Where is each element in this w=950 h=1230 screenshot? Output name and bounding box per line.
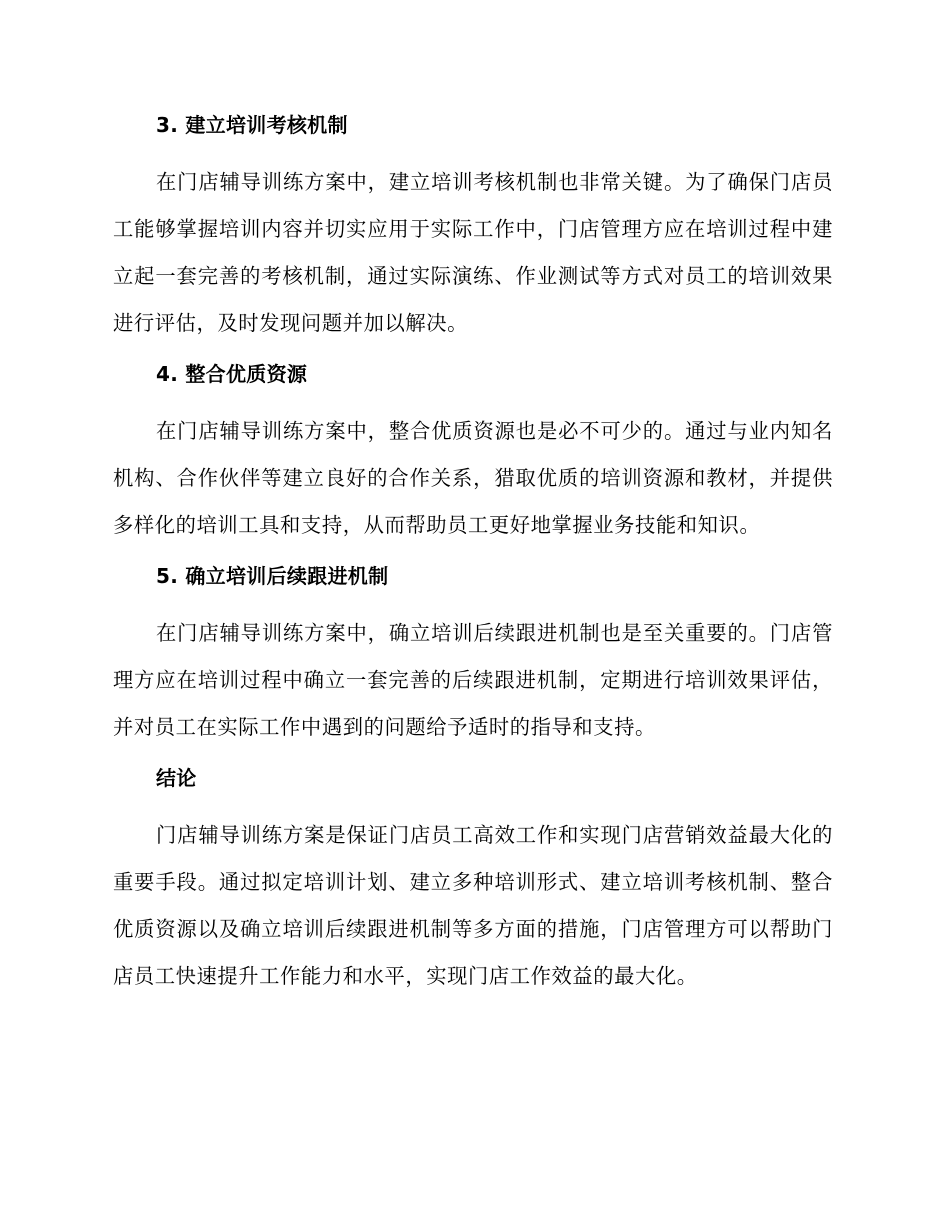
section-body-conclusion: 门店辅导训练方案是保证门店员工高效工作和实现门店营销效益最大化的重要手段。通过拟定培训计划、建立多种培训形式、建立培训考核机制、整合优质资源以及确立培训后续跟进机制等多方面的措施，门店管理方可以帮助门店员工快速提升工作能力和水平，实现门店工作效益的最大化。 xyxy=(113,823,833,988)
section-heading-conclusion: 结论 xyxy=(156,766,197,790)
document-content xyxy=(113,110,833,1012)
section-body-follow-up: 在门店辅导训练方案中，确立培训后续跟进机制也是至关重要的。门店管理方应在培训过程中确立一套完善的后续跟进机制，定期进行培训效果评估，并对员工在实际工作中遇到的问题给予适时的指导和支持。 xyxy=(113,621,833,739)
section-heading-resources: 4. 整合优质资源 xyxy=(156,362,308,386)
section-body-resources: 在门店辅导训练方案中，整合优质资源也是必不可少的。通过与业内知名机构、合作伙伴等建立良好的合作关系，猎取优质的培训资源和教材，并提供多样化的培训工具和支持，从而帮助员工更好地掌握业务技能和知识。 xyxy=(113,419,833,537)
section-heading-follow-up: 5. 确立培训后续跟进机制 xyxy=(156,564,389,588)
section-body-assessment: 在门店辅导训练方案中，建立培训考核机制也非常关键。为了确保门店员工能够掌握培训内容并切实应用于实际工作中，门店管理方应在培训过程中建立起一套完善的考核机制，通过实际演练、作业测试等方式对员工的培训效果进行评估，及时发现问题并加以解决。 xyxy=(113,170,833,335)
section-heading-assessment: 3. 建立培训考核机制 xyxy=(156,113,348,137)
